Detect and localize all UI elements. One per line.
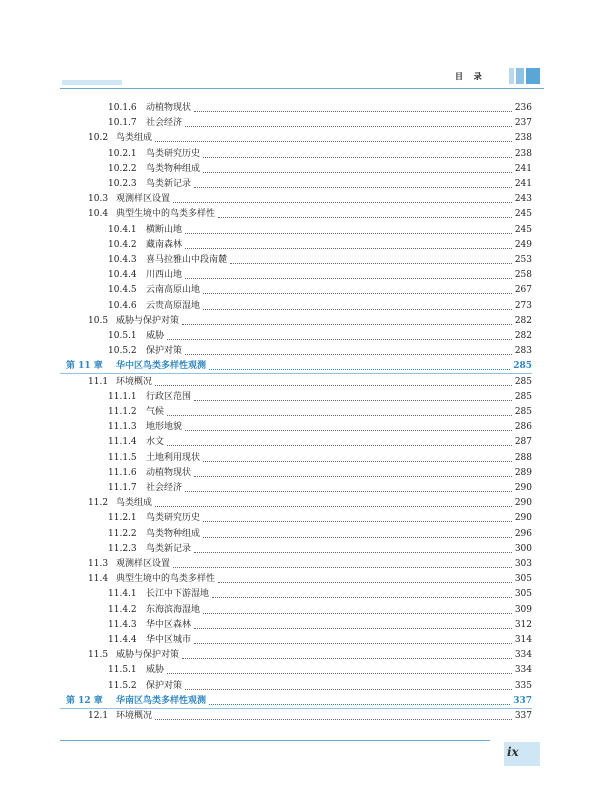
toc-entry-page: 337 — [514, 711, 532, 721]
toc-dot-leader — [194, 400, 512, 401]
toc-entry-page: 241 — [514, 179, 532, 189]
toc-entry-page: 258 — [514, 270, 532, 281]
toc-dot-leader — [185, 126, 512, 127]
toc-entry-number: 第 11 章 — [66, 361, 103, 372]
toc-entry-number: 10.1.7 — [108, 118, 137, 129]
toc-entry-number: 10.2.1 — [108, 148, 137, 159]
toc-entry-page: 335 — [514, 680, 532, 691]
toc-entry-title: 藏南森林 — [146, 239, 183, 250]
toc-entry-title: 威胁 — [146, 331, 165, 341]
toc-entry-title: 云贵高原湿地 — [146, 300, 201, 311]
header-rule — [60, 88, 544, 89]
toc-dot-leader — [194, 643, 512, 644]
toc-dot-leader — [194, 552, 512, 553]
toc-entry-title: 华南区鸟类多样性观测 — [116, 695, 207, 706]
toc-dot-leader — [203, 537, 512, 538]
toc-entry-title: 典型生境中的鸟类多样性 — [116, 209, 216, 220]
toc-entry-page: 285 — [513, 361, 532, 372]
toc-entry-number: 11.3 — [88, 559, 109, 569]
toc-entry-number: 11.1 — [88, 376, 109, 387]
toc-entry-page: 283 — [514, 346, 532, 357]
toc-entry-number: 11.5.1 — [108, 665, 137, 676]
toc-entry-number: 11.2.1 — [108, 513, 137, 524]
toc-entry-title: 鸟类新记录 — [146, 543, 192, 554]
toc-entry-number: 11.4.2 — [108, 604, 137, 615]
toc-dot-leader — [182, 658, 512, 659]
toc-entry-number: 10.4 — [88, 209, 109, 220]
toc-dot-leader — [194, 187, 512, 188]
toc-dot-leader — [173, 202, 512, 203]
toc-entry-page: 282 — [514, 331, 532, 341]
toc-entry-number: 11.2 — [88, 498, 109, 509]
toc-entry — [0, 708, 600, 725]
toc-entry-page: 236 — [514, 103, 532, 113]
toc-entry-page: 288 — [514, 452, 532, 463]
toc-entry-page: 249 — [514, 239, 532, 250]
toc-dot-leader — [185, 354, 512, 355]
toc-dot-leader — [185, 689, 512, 690]
toc-entry-number: 11.1.1 — [108, 391, 137, 402]
toc-entry-number: 11.2.3 — [108, 543, 137, 554]
toc-entry-title: 威胁 — [146, 665, 165, 676]
toc-entry-title: 气候 — [146, 407, 165, 417]
toc-entry-page: 286 — [514, 422, 532, 433]
toc-entry-page: 245 — [514, 209, 532, 220]
toc-entry-title: 鸟类研究历史 — [146, 148, 201, 159]
toc-entry-number: 10.2 — [88, 133, 109, 144]
toc-entry-number: 10.4.1 — [108, 224, 137, 235]
toc-entry-page: 287 — [514, 437, 532, 448]
toc-dot-leader — [167, 415, 512, 416]
toc-entry-title: 鸟类物种组成 — [146, 163, 201, 174]
toc-dot-leader — [218, 217, 512, 218]
toc-entry-title: 东海滨海湿地 — [146, 604, 201, 615]
toc-dot-leader — [185, 491, 512, 492]
toc-dot-leader — [167, 673, 512, 674]
toc-dot-leader — [173, 567, 512, 568]
toc-dot-leader — [212, 597, 512, 598]
toc-entry-number: 11.1.3 — [108, 422, 137, 433]
toc-dot-leader — [218, 582, 512, 583]
toc-entry-title: 观测样区设置 — [116, 559, 171, 569]
toc-entry-title: 典型生境中的鸟类多样性 — [116, 574, 216, 585]
toc-dot-leader — [155, 141, 512, 142]
toc-entry-page: 238 — [514, 148, 532, 159]
toc-entry-page: 290 — [514, 483, 532, 493]
toc-entry-page: 314 — [514, 635, 532, 645]
toc-dot-leader — [185, 278, 512, 279]
toc-entry-page: 237 — [514, 118, 532, 129]
toc-dot-leader — [185, 233, 512, 234]
toc-entry-number: 11.4.4 — [108, 635, 137, 645]
toc-dot-leader — [203, 309, 512, 310]
toc-dot-leader — [209, 704, 510, 705]
toc-entry-number: 11.5.2 — [108, 680, 137, 691]
toc-entry-title: 鸟类物种组成 — [146, 528, 201, 539]
toc-entry-title: 长江中下游湿地 — [146, 589, 210, 600]
toc-dot-leader — [230, 263, 512, 264]
toc-entry-title: 地形地貌 — [146, 422, 183, 433]
toc-entry-title: 云南高原山地 — [146, 285, 201, 296]
toc-entry-title: 华中区森林 — [146, 619, 192, 630]
toc-entry-page: 305 — [514, 574, 532, 585]
toc-entry-title: 土地利用现状 — [146, 452, 201, 463]
toc-entry-page: 285 — [514, 407, 532, 417]
toc-entry-title: 鸟类组成 — [116, 498, 153, 509]
toc-entry-page: 312 — [514, 619, 532, 630]
page-number: ix — [507, 745, 519, 759]
toc-dot-leader — [203, 157, 512, 158]
toc-entry-title: 水文 — [146, 437, 165, 448]
toc-entry-page: 309 — [514, 604, 532, 615]
toc-entry-title: 保护对策 — [146, 346, 183, 357]
toc-dot-leader — [203, 172, 512, 173]
toc-entry-number: 10.3 — [88, 194, 109, 205]
toc-entry-title: 横断山地 — [146, 224, 183, 235]
toc-entry-title: 川西山地 — [146, 270, 183, 281]
toc-entry-title: 威胁与保护对策 — [116, 650, 180, 661]
toc-entry-page: 285 — [514, 391, 532, 402]
toc-dot-leader — [155, 385, 512, 386]
toc-dot-leader — [185, 248, 512, 249]
toc-dot-leader — [182, 324, 512, 325]
toc-entry-title: 威胁与保护对策 — [116, 315, 180, 326]
toc-dot-leader — [185, 430, 512, 431]
header-accent-band — [62, 80, 122, 85]
toc-entry-title: 社会经济 — [146, 483, 183, 493]
header-block-3 — [526, 68, 540, 84]
toc-entry-page: 290 — [514, 498, 532, 509]
toc-entry-number: 11.1.5 — [108, 452, 137, 463]
toc-entry-title: 保护对策 — [146, 680, 183, 691]
toc-entry-number: 10.2.2 — [108, 163, 137, 174]
toc-entry-title: 环境概况 — [116, 376, 153, 387]
toc-dot-leader — [194, 628, 512, 629]
toc-entry-page: 289 — [514, 467, 532, 478]
header-decoration-blocks — [509, 68, 540, 84]
toc-entry-number: 11.1.7 — [108, 483, 137, 493]
toc-entry-title: 行政区范围 — [146, 391, 192, 402]
running-header-title: 目 录 — [455, 71, 486, 81]
toc-entry-number: 11.4 — [88, 574, 109, 585]
header-block-1 — [509, 68, 514, 84]
toc-entry-page: 303 — [514, 559, 532, 569]
toc-entry-number: 11.1.6 — [108, 467, 137, 478]
toc-entry-page: 253 — [514, 255, 532, 265]
toc-dot-leader — [203, 293, 512, 294]
toc-entry-number: 11.4.1 — [108, 589, 137, 600]
toc-entry-number: 12.1 — [88, 711, 109, 721]
footer-rule — [60, 740, 490, 741]
toc-entry-page: 267 — [514, 285, 532, 296]
toc-entry-number: 11.1.4 — [108, 437, 137, 448]
toc-entry-page: 245 — [514, 224, 532, 235]
toc-entry-number: 10.4.2 — [108, 239, 137, 250]
toc-entry-page: 300 — [514, 543, 532, 554]
toc-dot-leader — [194, 111, 512, 112]
toc-dot-leader — [155, 719, 512, 720]
toc-entry-page: 285 — [514, 376, 532, 387]
toc-entry-page: 337 — [513, 695, 532, 706]
toc-entry-title: 动植物现状 — [146, 103, 192, 113]
toc-dot-leader — [209, 369, 510, 370]
toc-entry-number: 10.4.6 — [108, 300, 137, 311]
toc-entry-title: 鸟类新记录 — [146, 179, 192, 189]
toc-dot-leader — [203, 521, 512, 522]
toc-entry-number: 11.4.3 — [108, 619, 137, 630]
toc-entry-page: 296 — [514, 528, 532, 539]
toc-entry-number: 10.2.3 — [108, 179, 137, 189]
toc-entry-page: 334 — [514, 650, 532, 661]
toc-dot-leader — [203, 613, 512, 614]
toc-entry-number: 10.4.5 — [108, 285, 137, 296]
toc-entry-page: 273 — [514, 300, 532, 311]
toc-entry-page: 243 — [514, 194, 532, 205]
toc-entry-number: 11.1.2 — [108, 407, 137, 417]
toc-entry-title: 华中区鸟类多样性观测 — [116, 361, 207, 372]
toc-entry-title: 鸟类研究历史 — [146, 513, 201, 524]
toc-entry-number: 10.5 — [88, 315, 109, 326]
toc-dot-leader — [167, 445, 512, 446]
toc-entry-title: 观测样区设置 — [116, 194, 171, 205]
toc-entry-page: 238 — [514, 133, 532, 144]
toc-entry-title: 华中区城市 — [146, 635, 192, 645]
toc-entry-number: 10.1.6 — [108, 103, 137, 113]
toc-entry-number: 11.2.2 — [108, 528, 137, 539]
toc-entry-title: 鸟类组成 — [116, 133, 153, 144]
toc-entry-title: 喜马拉雅山中段南麓 — [146, 255, 228, 265]
toc-entry-number: 10.4.4 — [108, 270, 137, 281]
toc-entry-page: 282 — [514, 315, 532, 326]
toc-dot-leader — [194, 476, 512, 477]
toc-entry-number: 10.4.3 — [108, 255, 137, 265]
toc-entry-number: 11.5 — [88, 650, 109, 661]
toc-entry-page: 305 — [514, 589, 532, 600]
toc-entry-title: 动植物现状 — [146, 467, 192, 478]
toc-entry-number: 10.5.1 — [108, 331, 137, 341]
toc-dot-leader — [155, 506, 512, 507]
toc-entry-title: 社会经济 — [146, 118, 183, 129]
toc-entry-title: 环境概况 — [116, 711, 153, 721]
toc-entry-number: 第 12 章 — [66, 695, 103, 706]
toc-dot-leader — [167, 339, 512, 340]
toc-entry-page: 290 — [514, 513, 532, 524]
toc-entry-page: 241 — [514, 163, 532, 174]
toc-entry-page: 334 — [514, 665, 532, 676]
toc-entry-number: 10.5.2 — [108, 346, 137, 357]
toc-dot-leader — [203, 461, 512, 462]
header-block-2 — [516, 68, 524, 84]
